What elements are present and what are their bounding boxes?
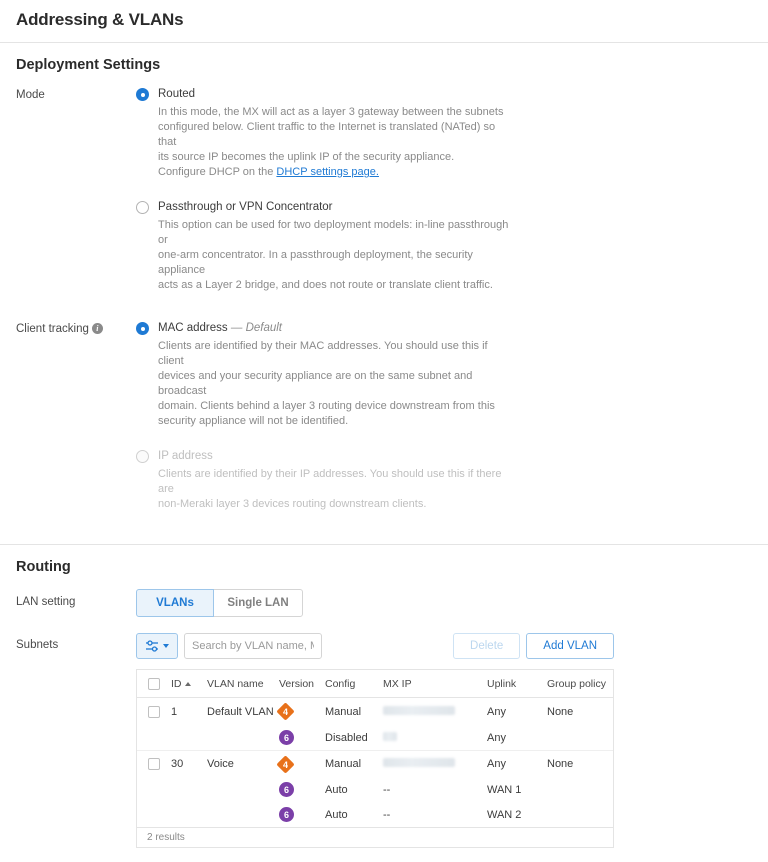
cell-vlan-name: Voice — [207, 758, 234, 770]
cell-group-policy: None — [547, 758, 574, 770]
client-tracking-label — [16, 321, 136, 335]
table-row[interactable] — [137, 777, 613, 802]
ip-address-description — [158, 467, 513, 512]
mode-label: Mode — [16, 89, 45, 101]
ipv6-badge-icon — [279, 807, 294, 822]
radio-routed[interactable] — [136, 88, 149, 101]
passthrough-desc-line-1: This option can be used for two deployment models: in-line passthrough or — [158, 219, 509, 246]
client-tracking-row — [16, 321, 752, 514]
subnets-label: Subnets — [16, 639, 59, 651]
subnets-table — [136, 669, 614, 848]
passthrough-desc-line-3: acts as a Layer 2 bridge, and does not route or translate client traffic. — [158, 279, 493, 291]
chevron-down-icon — [163, 644, 169, 648]
dhcp-settings-link[interactable]: DHCP settings page. — [276, 166, 379, 178]
page-title: Addressing & VLANs — [16, 10, 184, 29]
radio-passthrough-label: Passthrough or VPN Concentrator — [158, 201, 333, 213]
mac-desc-line-1: Clients are identified by their MAC addresses. You should use this if client — [158, 340, 488, 367]
routed-desc-line-3: its source IP becomes the uplink IP of the security appliance. — [158, 151, 455, 163]
mac-desc-line-2: devices and your security appliance are on the same subnet and broadcast — [158, 370, 473, 397]
cell-version — [279, 730, 325, 745]
routing-section — [0, 545, 768, 862]
ipv4-badge-icon — [276, 755, 294, 773]
delete-button[interactable]: Delete — [453, 633, 520, 659]
filter-button[interactable] — [136, 633, 178, 659]
cell-uplink: Any — [487, 758, 506, 770]
mode-options — [136, 87, 752, 295]
lan-setting-body — [136, 589, 752, 617]
cell-id: 30 — [171, 758, 184, 770]
deployment-settings-section — [0, 43, 768, 528]
cell-group-policy: None — [547, 705, 574, 718]
lan-setting-label: LAN setting — [16, 596, 76, 608]
col-id[interactable] — [171, 678, 207, 690]
routed-desc-line-4 — [158, 165, 513, 180]
mx-ip-redacted — [383, 732, 397, 741]
col-vlan-name[interactable]: VLAN name — [207, 677, 264, 690]
cell-mx-ip: -- — [383, 808, 391, 821]
cell-uplink: WAN 2 — [487, 808, 522, 821]
radio-passthrough[interactable] — [136, 201, 149, 214]
col-uplink[interactable]: Uplink — [487, 677, 517, 690]
row-select-cell — [137, 706, 171, 718]
dhcp-prefix-text: Configure DHCP on the — [158, 166, 277, 178]
subnets-body — [136, 633, 752, 848]
subnets-row — [16, 633, 752, 848]
sort-asc-icon — [185, 682, 191, 686]
cell-version — [279, 705, 325, 718]
mac-desc-line-4: security appliance will not be identified. — [158, 415, 349, 427]
passthrough-desc-line-2: one-arm concentrator. In a passthrough deployment, the security appliance — [158, 249, 473, 276]
ipv4-badge-icon — [276, 702, 294, 720]
table-row[interactable] — [137, 750, 613, 777]
col-group-policy[interactable]: Group policy — [547, 677, 606, 690]
client-tracking-label-text: Client tracking — [16, 323, 89, 335]
cell-config: Manual — [325, 705, 362, 718]
mx-ip-redacted — [383, 758, 455, 767]
search-input[interactable] — [184, 633, 322, 659]
cell-vlan-name: Default VLAN — [207, 705, 274, 718]
cell-config: Auto — [325, 808, 348, 821]
cell-config: Auto — [325, 783, 348, 796]
radio-ip-address-label: IP address — [158, 450, 213, 462]
cell-mx-ip — [383, 706, 487, 718]
mx-ip-redacted — [383, 706, 455, 715]
table-footer — [137, 827, 613, 848]
routed-desc-line-2: configured below. Client traffic to the Internet is translated (NATed) so that — [158, 121, 496, 148]
routed-desc-line-1: In this mode, the MX will act as a layer 3 gateway between the subnets — [158, 106, 504, 118]
radio-ip-address[interactable] — [136, 450, 149, 463]
row-select-cell — [137, 758, 171, 770]
mode-row — [16, 87, 752, 295]
col-mx-ip[interactable]: MX IP — [383, 677, 412, 690]
mac-address-text: MAC address — [158, 322, 228, 334]
routed-description — [158, 105, 513, 180]
select-all-checkbox[interactable] — [148, 678, 160, 690]
mac-address-default-tag: — Default — [230, 322, 283, 334]
client-tracking-option-ip[interactable] — [136, 449, 752, 512]
mode-option-routed[interactable] — [136, 87, 752, 180]
client-tracking-option-mac[interactable] — [136, 321, 752, 429]
lan-setting-toggle — [136, 589, 752, 617]
routing-title: Routing — [16, 559, 71, 575]
cell-version — [279, 782, 325, 797]
cell-config: Manual — [325, 758, 362, 770]
mode-option-passthrough[interactable] — [136, 200, 752, 293]
page-header — [0, 0, 768, 43]
toolbar-actions — [453, 633, 614, 659]
info-icon[interactable]: i — [92, 323, 103, 334]
ip-desc-line-2: non-Meraki layer 3 devices routing downstream clients. — [158, 498, 427, 510]
col-id-label: ID — [171, 677, 182, 690]
cell-version — [279, 807, 325, 822]
table-row[interactable] — [137, 725, 613, 750]
client-tracking-options — [136, 321, 752, 514]
cell-mx-ip — [383, 758, 487, 770]
passthrough-description — [158, 218, 513, 293]
select-all-cell — [137, 678, 171, 690]
table-header-row — [137, 670, 613, 698]
add-vlan-button[interactable]: Add VLAN — [526, 633, 614, 659]
cell-uplink: Any — [487, 731, 506, 744]
cell-mx-ip: -- — [383, 783, 391, 796]
deployment-settings-title: Deployment Settings — [16, 57, 161, 73]
radio-mac-address-label — [158, 321, 282, 335]
cell-version — [279, 758, 325, 771]
mac-address-description — [158, 339, 513, 429]
col-version[interactable]: Version — [279, 677, 315, 690]
toggle-single-lan[interactable]: Single LAN — [213, 589, 303, 617]
cell-uplink: Any — [487, 705, 506, 718]
filter-sliders-icon — [145, 640, 159, 652]
radio-mac-address[interactable] — [136, 322, 149, 335]
cell-mx-ip — [383, 732, 487, 744]
cell-config: Disabled — [325, 731, 368, 744]
table-row[interactable] — [137, 698, 613, 725]
subnets-toolbar — [136, 633, 614, 659]
col-config[interactable]: Config — [325, 677, 356, 690]
row-checkbox[interactable] — [148, 758, 160, 770]
lan-setting-row — [16, 589, 752, 617]
radio-routed-label: Routed — [158, 88, 196, 100]
results-count: 2 results — [147, 832, 185, 843]
ipv6-badge-icon — [279, 782, 294, 797]
row-checkbox[interactable] — [148, 706, 160, 718]
mac-desc-line-3: domain. Clients behind a layer 3 routing device downstream from this — [158, 400, 495, 412]
toggle-vlans[interactable]: VLANs — [136, 589, 214, 617]
cell-id: 1 — [171, 705, 178, 718]
cell-uplink: WAN 1 — [487, 783, 522, 796]
table-row[interactable] — [137, 802, 613, 827]
ipv6-badge-icon — [279, 730, 294, 745]
ip-desc-line-1: Clients are identified by their IP addresses. You should use this if there are — [158, 468, 502, 495]
